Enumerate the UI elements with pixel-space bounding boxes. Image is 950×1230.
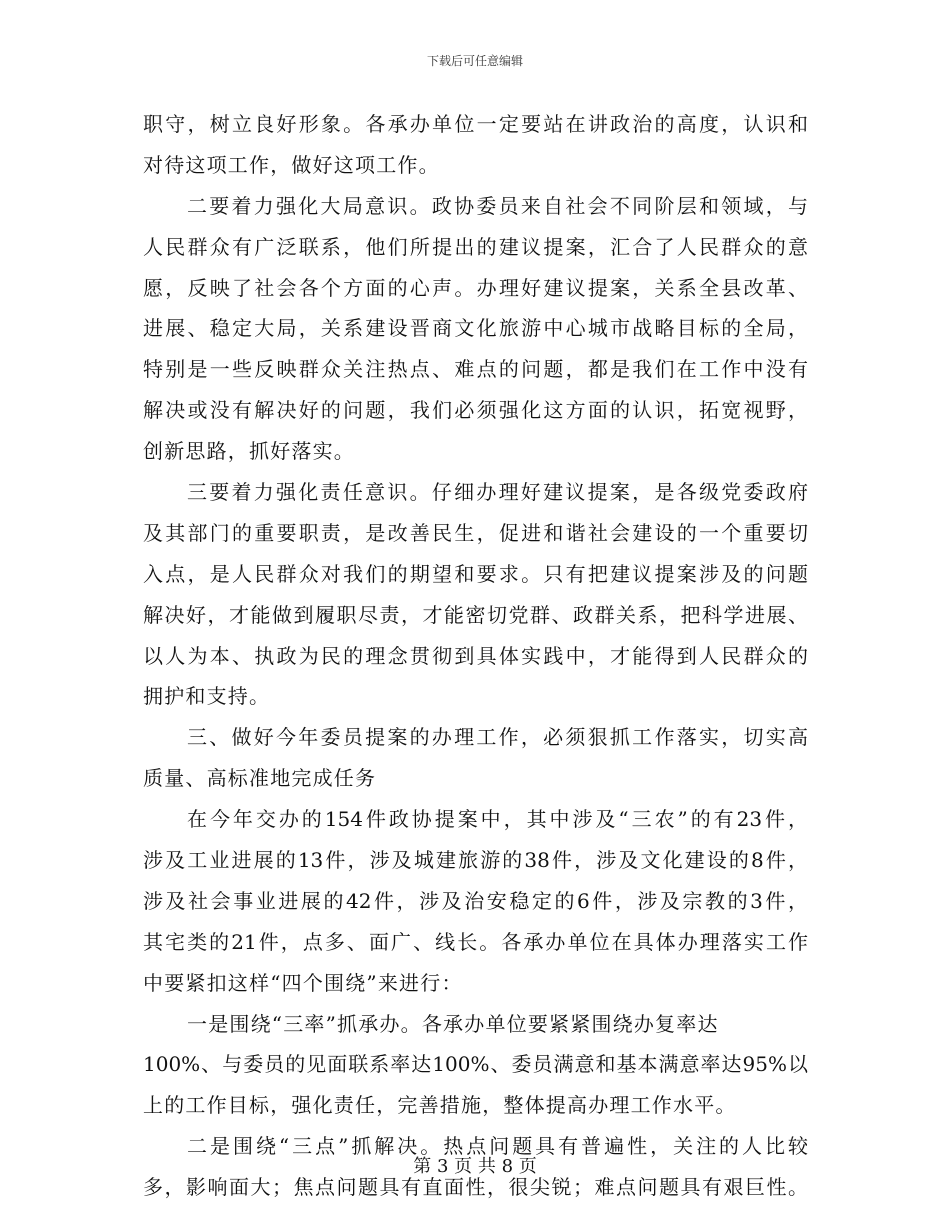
text-line: 人民群众有广泛联系，他们所提出的建议提案，汇合了人民群众的意 [143, 234, 808, 259]
page-header: 下载后可任意编辑 [426, 54, 523, 68]
page-number-footer: 第 3 页 共 8 页 [413, 1156, 537, 1177]
text-line: 多，影响面大；焦点问题具有直面性，很尖锐；难点问题具有艰巨性。 [143, 1175, 808, 1200]
text-line: 对待这项工作，做好这项工作。 [143, 152, 440, 177]
text-line: 涉及社会事业进展的42件，涉及治安稳定的6件，涉及宗教的3件， [143, 888, 808, 913]
text-line: 100%、与委员的见面联系率达100%、委员满意和基本满意率达95%以 [143, 1052, 808, 1077]
text-line: 愿，反映了社会各个方面的心声。办理好建议提案，关系全县改革、 [143, 275, 808, 300]
text-line: 质量、高标准地完成任务 [143, 766, 377, 791]
text-line: 以人为本、执政为民的理念贯彻到具体实践中，才能得到人民群众的 [143, 643, 808, 668]
text-line: 特别是一些反映群众关注热点、难点的问题，都是我们在工作中没有 [143, 357, 808, 382]
text-line: 创新思路，抓好落实。 [143, 439, 355, 464]
text-line: 职守，树立良好形象。各承办单位一定要站在讲政治的高度，认识和 [143, 112, 808, 136]
text-line: 三要着力强化责任意识。仔细办理好建议提案，是各级党委政府 [187, 480, 808, 505]
text-line: 解决或没有解决好的问题，我们必须强化这方面的认识，拓宽视野， [143, 398, 808, 423]
text-line: 一是围绕“三率”抓承办。各承办单位要紧紧围绕办复率达 [187, 1011, 719, 1036]
text-line: 在今年交办的154件政协提案中，其中涉及“三农”的有23件， [187, 807, 808, 832]
text-line: 上的工作目标，强化责任，完善措施，整体提高办理工作水平。 [143, 1093, 737, 1118]
text-line: 涉及工业进展的13件，涉及城建旅游的38件，涉及文化建设的8件， [143, 848, 808, 873]
document-body [143, 104, 808, 1208]
text-line: 解决好，才能做到履职尽责，才能密切党群、政群关系，把科学进展、 [143, 602, 808, 627]
text-line: 三、做好今年委员提案的办理工作，必须狠抓工作落实，切实高 [187, 725, 808, 750]
text-line: 入点，是人民群众对我们的期望和要求。只有把建议提案涉及的问题 [143, 561, 808, 586]
text-line: 中要紧扣这样“四个围绕”来进行： [143, 970, 463, 995]
text-line: 拥护和支持。 [143, 684, 271, 709]
text-line: 及其部门的重要职责，是改善民生，促进和谐社会建设的一个重要切 [143, 520, 808, 545]
text-line: 其宅类的21件，点多、面广、线长。各承办单位在具体办理落实工作 [143, 929, 808, 954]
text-line: 二要着力强化大局意识。政协委员来自社会不同阶层和领域，与 [187, 193, 808, 218]
text-line: 二是围绕“三点”抓解决。热点问题具有普遍性，关注的人比较 [187, 1134, 808, 1159]
text-line: 进展、稳定大局，关系建设晋商文化旅游中心城市战略目标的全局， [143, 316, 808, 341]
